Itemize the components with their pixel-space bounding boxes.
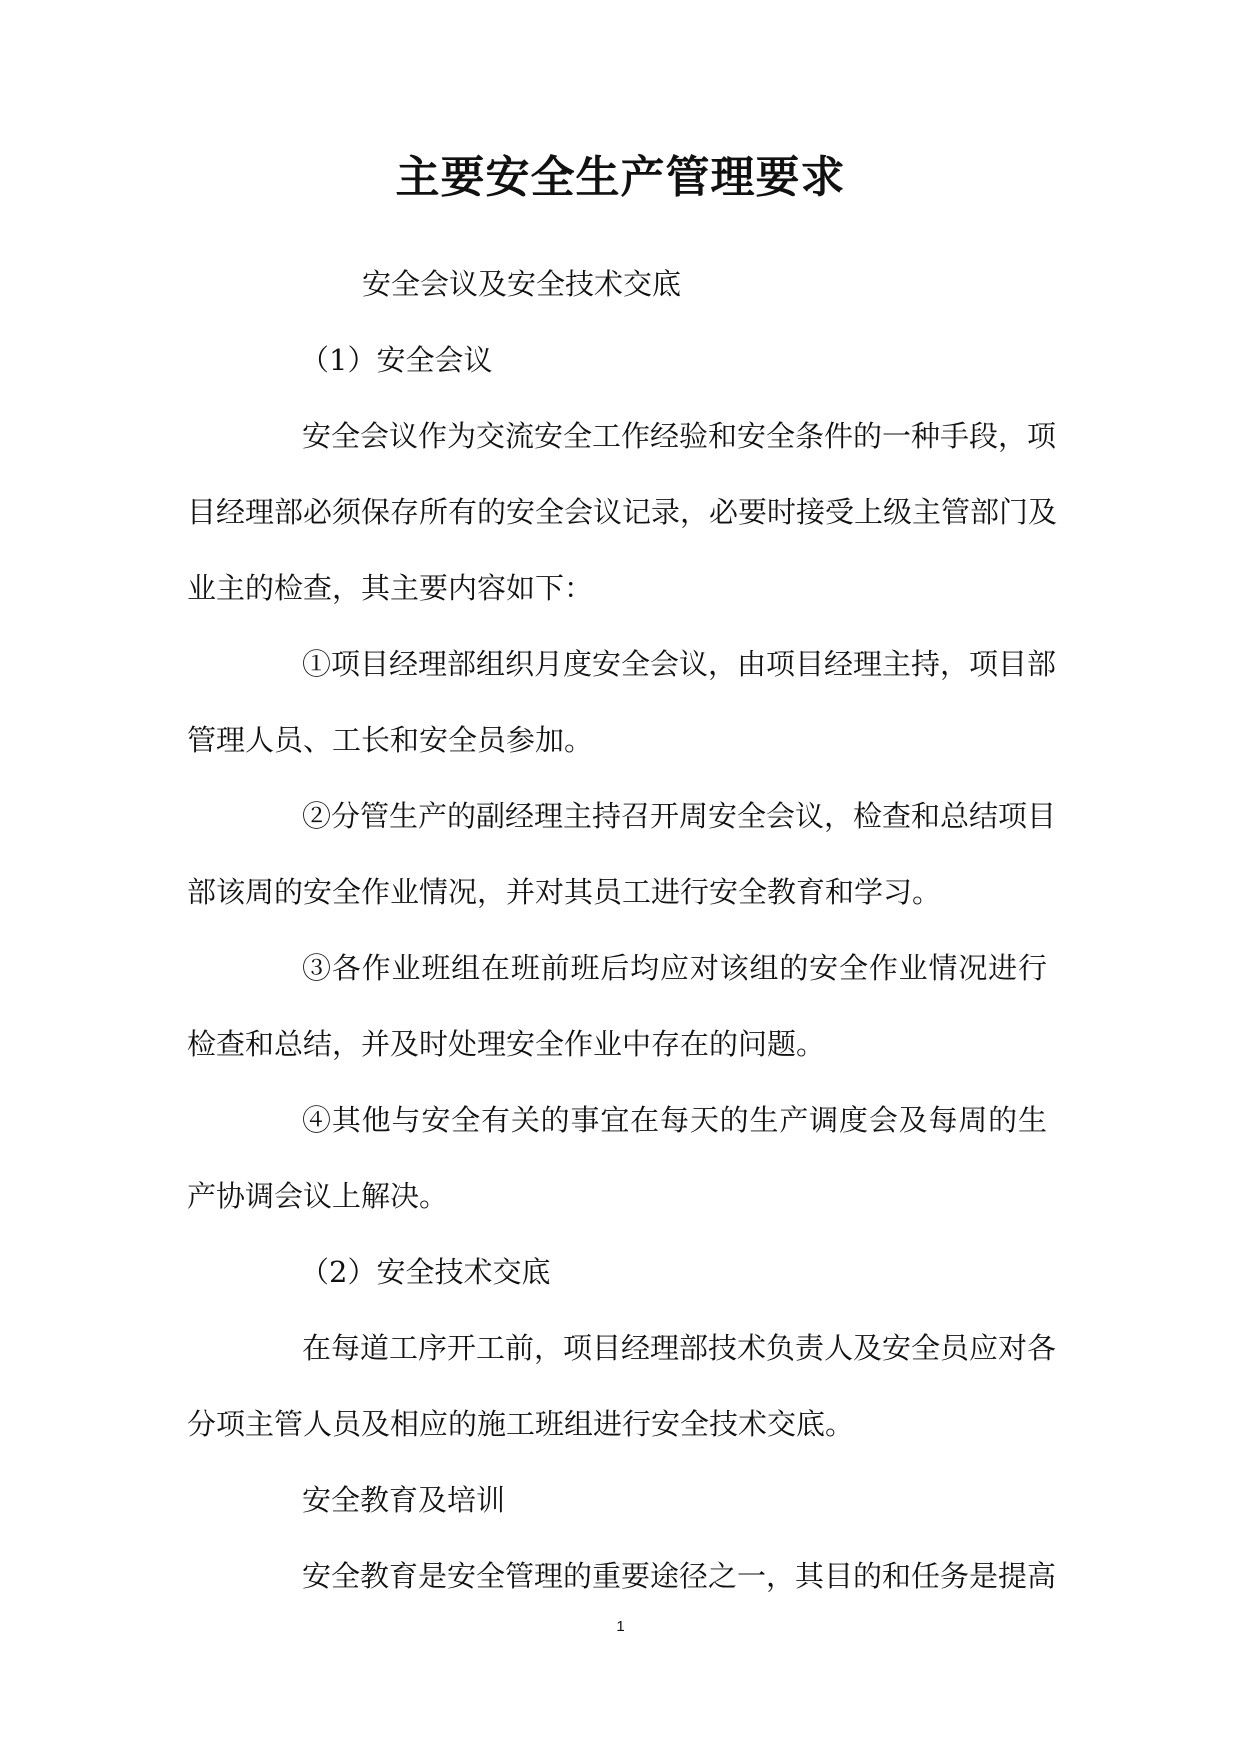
paragraph-line: 分项主管人员及相应的施工班组进行安全技术交底。: [187, 1407, 855, 1441]
subsection-heading: （1）安全会议: [300, 343, 493, 377]
list-item-line: ④其他与安全有关的事宜在每天的生产调度会及每周的生: [302, 1103, 1047, 1137]
list-item-line: ①项目经理部组织月度安全会议，由项目经理主持，项目部: [302, 647, 1057, 681]
paragraph-line: 业主的检查，其主要内容如下：: [187, 571, 594, 605]
list-item-line: 管理人员、工长和安全员参加。: [187, 723, 594, 757]
paragraph-line: 在每道工序开工前，项目经理部技术负责人及安全员应对各: [302, 1331, 1057, 1365]
subsection-heading: （2）安全技术交底: [300, 1255, 551, 1289]
list-item-line: 部该周的安全作业情况，并对其员工进行安全教育和学习。: [187, 875, 942, 909]
section-heading: 安全会议及安全技术交底: [362, 267, 682, 301]
paragraph-line: 安全教育是安全管理的重要途径之一，其目的和任务是提高: [302, 1559, 1057, 1593]
page-number: 1: [616, 1618, 625, 1635]
list-item-line: ③各作业班组在班前班后均应对该组的安全作业情况进行: [302, 951, 1047, 985]
list-item-line: 检查和总结，并及时处理安全作业中存在的问题。: [187, 1027, 826, 1061]
list-item-line: 产协调会议上解决。: [187, 1179, 449, 1213]
list-item-line: ②分管生产的副经理主持召开周安全会议，检查和总结项目: [302, 799, 1057, 833]
paragraph-line: 安全会议作为交流安全工作经验和安全条件的一种手段，项: [302, 419, 1057, 453]
section-heading: 安全教育及培训: [302, 1483, 506, 1517]
document-title: 主要安全生产管理要求: [395, 152, 846, 203]
paragraph-line: 目经理部必须保存所有的安全会议记录，必要时接受上级主管部门及: [187, 495, 1058, 529]
